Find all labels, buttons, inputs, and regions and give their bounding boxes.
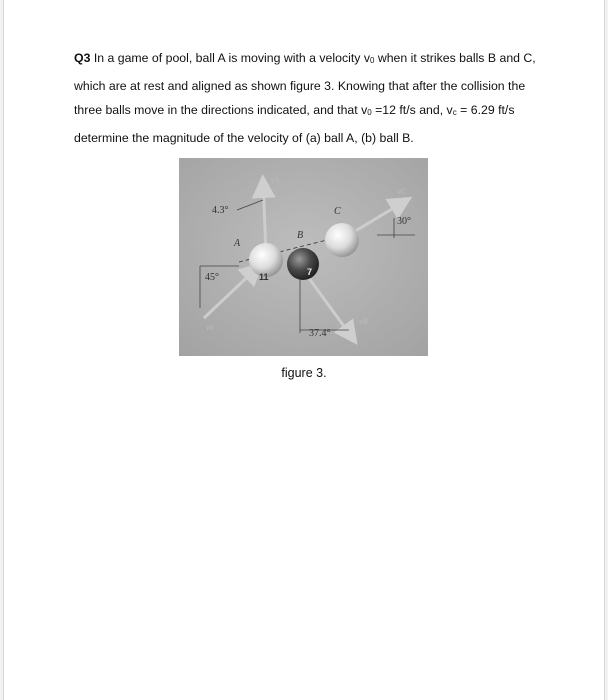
ball-b bbox=[287, 248, 319, 280]
question-text-part-1: In a game of pool, ball A is moving with a velocity v bbox=[90, 51, 370, 65]
question-text-part-2: when it strikes balls B and C, which are at rest and aligned as shown figure 3. Knowing that after the collision the three balls move in the directions indicated, and that v bbox=[74, 51, 536, 117]
ball-b-number: 7 bbox=[307, 267, 313, 277]
velocity-label-vc: vC bbox=[397, 187, 406, 196]
angle-label-30: 30° bbox=[397, 216, 411, 227]
ball-b-label: B bbox=[297, 230, 304, 241]
question-text bbox=[74, 46, 542, 150]
ball-c bbox=[325, 223, 359, 257]
question-text-part-4: = 6.29 ft/s determine the magnitude of the velocity of (a) ball A, (b) ball B. bbox=[74, 103, 515, 145]
angle-label-37-4: 37.4° bbox=[309, 328, 331, 339]
ball-a-number: 11 bbox=[259, 272, 269, 282]
subscript-0-second: 0 bbox=[367, 108, 372, 117]
velocity-label-v0: v0 bbox=[206, 323, 214, 332]
ball-a-label: A bbox=[234, 238, 241, 249]
ball-c-label: C bbox=[334, 206, 341, 217]
velocity-label-vb: vB bbox=[359, 317, 368, 326]
figure-caption: figure 3. bbox=[281, 366, 327, 380]
question-text-part-3: =12 ft/s and, v bbox=[371, 103, 453, 117]
pool-figure bbox=[179, 158, 428, 356]
velocity-label-va: vA bbox=[271, 176, 280, 185]
question-number: Q3 bbox=[74, 51, 91, 65]
angle-label-45: 45° bbox=[205, 272, 219, 283]
subscript-0: 0 bbox=[369, 56, 375, 65]
angle-label-4-3: 4.3° bbox=[212, 205, 229, 216]
subscript-c: c bbox=[452, 108, 457, 117]
